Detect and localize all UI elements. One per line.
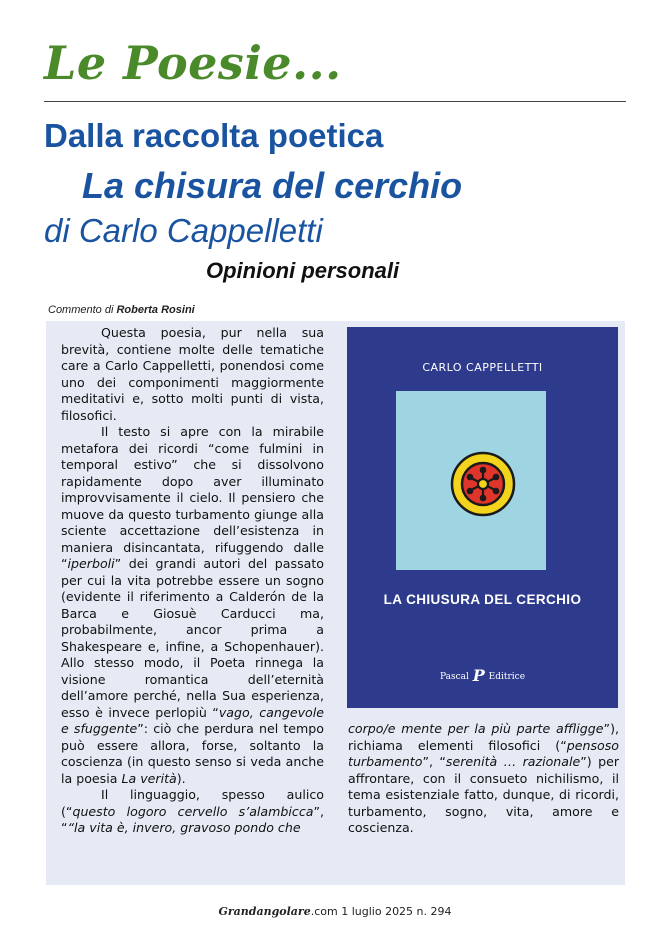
cover-publisher: Pascal P Editrice	[439, 666, 526, 685]
cover-author: CARLO CAPPELLETTI	[422, 361, 543, 374]
footer-brand: Grandangolare	[218, 905, 311, 918]
footer-date: .com 1 luglio 2025 n. 294	[310, 905, 452, 918]
author-line: di Carlo Cappelletti	[44, 212, 323, 249]
credit-prefix: Commento di	[48, 304, 114, 316]
paragraph-3-continued: corpo/e mente per la più parte affligge”), richiama elementi filosofici (“pensoso turbamento”, “serenità … razionale”) per affrontare, con il consueto nichilismo, il tema esistenziale fatto, dunque, di ricordi, turbamento, sogno, vita, amore e coscienza.	[348, 721, 619, 835]
paragraph-3: Il linguaggio, spesso aulico (“questo logoro cervello s’alambicca”, ““la vita è, invero, gravoso pondo che	[61, 787, 324, 835]
publisher-logo-icon: P	[472, 666, 485, 685]
book-cover	[347, 327, 618, 708]
book-title: La chisura del cerchio	[82, 165, 463, 206]
star-knot-emblem-icon	[450, 451, 516, 517]
header-divider	[44, 101, 626, 102]
text-column-left	[61, 325, 324, 837]
article-title: Dalla raccolta poetica	[44, 117, 384, 154]
text-column-right	[348, 721, 619, 837]
paragraph-2: Il testo si apre con la mirabile metafora dei ricordi “come fulmini in temporal estivo” che si dissolvono rapidamente dopo aver illuminato improvvisamente il cielo. Il pensiero che muove da questo turbamento giunge alla sciente accettazione dell’esistenza in maniera disincantata, rifuggendo dalle “iperboli” dei grandi autori del passato per cui la vita potrebbe essere un sogno (evidente il riferimento a Calderón de la Barca e Giosuè Carducci ma, probabilmente, ancor prima a Shakespeare e, infine, a Schopenhauer). Allo stesso modo, il Poeta rinnega la visione romantica dell’eternità dell’amore perché, nella Sua esperienza, esso è invece perlopiù “vago, cangevole e sfuggente”: ciò che perdura nel tempo può essere allora, forse, soltanto la coscienza (in questo senso si veda anche la poesia La verità).	[61, 424, 324, 786]
paragraph-1: Questa poesia, pur nella sua brevità, contiene molte delle tematiche care a Carlo Cappelletti, ponendosi come uno dei componimenti maggiormente meditativi e, sotto molti punti di vista, filosofici.	[61, 325, 324, 423]
article-subtitle: Opinioni personali	[206, 258, 400, 283]
section-title: Le Poesie...	[44, 36, 342, 90]
comment-credit	[48, 304, 195, 316]
cover-title: LA CHIUSURA DEL CERCHIO	[383, 592, 582, 607]
page-footer	[0, 905, 670, 918]
credit-name: Roberta Rosini	[116, 304, 195, 316]
